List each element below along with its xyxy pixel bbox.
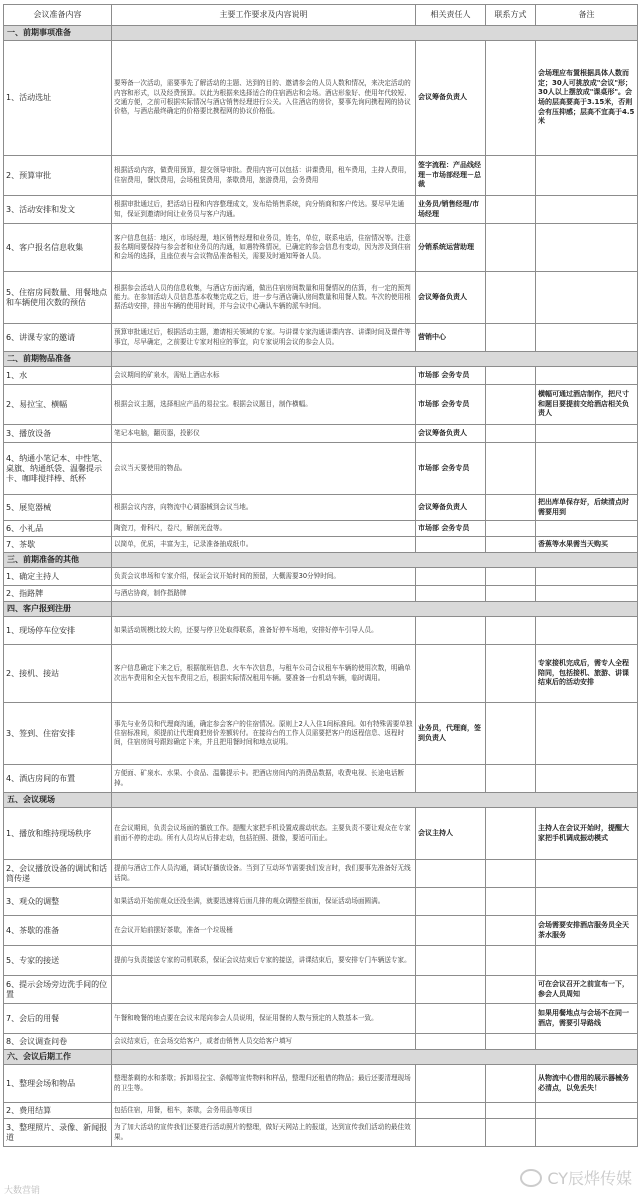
cell-description: 在会议开始前摆好茶歇，准备一个垃圾桶 — [112, 916, 416, 946]
cell-contact — [486, 1103, 536, 1119]
cell-description: 陶瓷刀，骨科尺，卷尺，解剖光盘等。 — [112, 521, 416, 537]
table-row — [4, 425, 638, 443]
cell-description: 如果活动规模比较大的，还要与停卫处取得联系，准备好停车场地，安排好停车引导人员。 — [112, 617, 416, 645]
cell-item: 1、活动选址 — [4, 41, 112, 156]
table-row — [4, 946, 638, 976]
cell-description: 会议期间的矿泉水，需贴上酒店水标 — [112, 367, 416, 385]
cell-note: 主持人在会议开始时，提醒大家把手机调成振动模式 — [536, 808, 638, 860]
cell-note — [536, 617, 638, 645]
cell-responsible: 市场部 会务专员 — [416, 443, 486, 495]
table-row — [4, 860, 638, 888]
cell-note: 把出库单保存好，后续清点时需要用到 — [536, 495, 638, 521]
table-row — [4, 586, 638, 602]
cell-description: 根据活动内容，做费用预算，提交领导审批。费用内容可以包括：讲课费用，租车费用，主持人费用，住宿费用，餐饮费用，会场租赁费用，茶歇费用，旅游费用，会务费用 — [112, 156, 416, 196]
cell-item: 3、签到、住宿安排 — [4, 703, 112, 765]
cell-note — [536, 1034, 638, 1050]
section-title: 二、前期物品准备 — [4, 352, 112, 367]
cell-responsible: 业务员，代理商，签到负责人 — [416, 703, 486, 765]
cell-item: 5、住宿房间数量、用餐地点和车辆使用次数的预估 — [4, 272, 112, 324]
cell-description: 在会议期间，负责会议场面的播放工作。提醒大家把手机设置成震动状态。主要负责不要让观众在专家前面不停的走动。所有人员均从后排走动，包括拍照、摄像，要适可而止。 — [112, 808, 416, 860]
cell-note — [536, 324, 638, 352]
header-contact: 联系方式 — [486, 5, 536, 26]
cell-description: 预算审批通过后，根据活动主题，邀请相关领域的专家。与讲课专家沟通讲课内容、讲课时间及课件等事宜，尽早确定，之前要让专家对相应的事宜，向专家说明会议的参会人员。 — [112, 324, 416, 352]
section-blank — [112, 553, 638, 568]
section-title: 一、前期事项准备 — [4, 26, 112, 41]
cell-note: 香蕉等水果需当天购买 — [536, 537, 638, 553]
section-blank — [112, 793, 638, 808]
cell-contact — [486, 916, 536, 946]
cell-description: 整理茶剩的水和茶歇；拆卸易拉宝、条幅等宣传物料和样品，整理归还租借的物品；最后还要清理现场的卫生等。 — [112, 1065, 416, 1103]
cell-item: 1、确定主持人 — [4, 568, 112, 586]
cell-item: 1、播放和维持现场秩序 — [4, 808, 112, 860]
cell-note: 会场理应布置根据具体人数而定；30人可挑放成"会议"形；30人以上摆放成"课桌形"。会场的层高要高于3.15米，否则会有压抑感；层高不宜高于4.5米 — [536, 41, 638, 156]
table-row — [4, 1103, 638, 1119]
cell-contact — [486, 860, 536, 888]
section-title: 六、会议后期工作 — [4, 1050, 112, 1065]
cell-contact — [486, 946, 536, 976]
cell-contact — [486, 765, 536, 793]
table-row — [4, 916, 638, 946]
cell-item: 6、提示会场旁边洗手间的位置 — [4, 976, 112, 1004]
cell-item: 5、展览器械 — [4, 495, 112, 521]
cell-responsible: 会议筹备负责人 — [416, 41, 486, 156]
cell-contact — [486, 568, 536, 586]
cell-contact — [486, 272, 536, 324]
cell-note: 专家接机完成后，需专人全程陪同，包括接机、旅游、讲课结束后的活动安排 — [536, 645, 638, 703]
cell-responsible — [416, 537, 486, 553]
watermark-left: 大数营销 — [4, 1186, 41, 1196]
cell-description: 午餐和晚餐的地点要在会议末尾向参会人员说明，保证用餐的人数与预定的人数基本一致。 — [112, 1004, 416, 1034]
cell-note — [536, 703, 638, 765]
section-blank — [112, 26, 638, 41]
cell-item: 7、茶歇 — [4, 537, 112, 553]
cell-item: 6、讲课专家的邀请 — [4, 324, 112, 352]
cell-responsible — [416, 617, 486, 645]
cell-responsible: 会议筹备负责人 — [416, 272, 486, 324]
cell-item: 3、播放设备 — [4, 425, 112, 443]
cell-responsible: 会议筹备负责人 — [416, 495, 486, 521]
cell-description: 方便面、矿泉水、水果、小食品、温馨提示卡。把酒店房间内的消费品数据，收费电视、长途电话断掉。 — [112, 765, 416, 793]
cell-responsible: 会议主持人 — [416, 808, 486, 860]
cell-description: 提前与负责接送专家的司机联系，保证会议结束后专家的接送，讲课结束后，要安排专门车辆送专家。 — [112, 946, 416, 976]
table-row — [4, 976, 638, 1004]
cell-item: 5、专家的接送 — [4, 946, 112, 976]
cell-responsible — [416, 916, 486, 946]
table-row — [4, 41, 638, 156]
cell-contact — [486, 537, 536, 553]
header-note: 备注 — [536, 5, 638, 26]
cell-item: 4、酒店房间的布置 — [4, 765, 112, 793]
cell-description: 客户信息确定下来之后，根据航班信息、火车车次信息，与租车公司合议租车车辆的使用次数，明确单次出车费用和全天包车费用之后，根据实际情况租用车辆。要准备一台机动车辆，临时调用。 — [112, 645, 416, 703]
cell-note — [536, 196, 638, 224]
cell-contact — [486, 41, 536, 156]
table-row — [4, 1034, 638, 1050]
cell-responsible — [416, 1103, 486, 1119]
cell-contact — [486, 385, 536, 425]
cell-description: 与酒店协商，制作指路牌 — [112, 586, 416, 602]
cell-contact — [486, 196, 536, 224]
section-row — [4, 352, 638, 367]
cell-description: 根据审批通过后，把活动日程和内容整理成文，发布给销售系统，向分销商和客户传达。要尽早先通知，保证到邀请时间让业务员与客户沟通。 — [112, 196, 416, 224]
cell-contact — [486, 443, 536, 495]
cell-note — [536, 946, 638, 976]
watermark-right — [520, 1166, 632, 1189]
table-row — [4, 1065, 638, 1103]
cell-note — [536, 860, 638, 888]
cell-note — [536, 156, 638, 196]
cell-responsible — [416, 645, 486, 703]
cell-description: 根据会议内容，向物流中心调器械到会议当地。 — [112, 495, 416, 521]
table-row — [4, 443, 638, 495]
cell-note: 可在会议召开之前宣布一下，参会人员周知 — [536, 976, 638, 1004]
cell-description: 负责会议串场和专家介绍，保证会议开始时间的预留，大概需要30分钟时间。 — [112, 568, 416, 586]
cell-contact — [486, 1004, 536, 1034]
table-row — [4, 617, 638, 645]
cell-description: 如果活动开始前观众还没坐满，就要迅速将后面几排的观众调整至前面，保证活动场面圆满。 — [112, 888, 416, 916]
cell-item: 2、费用结算 — [4, 1103, 112, 1119]
cell-item: 4、客户报名信息收集 — [4, 224, 112, 272]
section-title: 四、客户报到注册 — [4, 602, 112, 617]
cell-responsible: 市场部 会务专员 — [416, 385, 486, 425]
cell-item: 6、小礼品 — [4, 521, 112, 537]
cell-note — [536, 521, 638, 537]
cell-responsible — [416, 765, 486, 793]
cell-item: 2、会议播放设备的调试和话筒传递 — [4, 860, 112, 888]
table-row — [4, 272, 638, 324]
cell-note: 横幅可通过酒店制作，把尺寸和题目要提前交给酒店相关负责人 — [536, 385, 638, 425]
cell-note: 会场需要安排酒店服务员全天茶水服务 — [536, 916, 638, 946]
table-row — [4, 385, 638, 425]
table-row — [4, 537, 638, 553]
cell-responsible: 签字流程：产品线经理－市场部经理－总裁 — [416, 156, 486, 196]
cell-item: 8、会议调查问卷 — [4, 1034, 112, 1050]
cell-responsible: 营销中心 — [416, 324, 486, 352]
cell-contact — [486, 1065, 536, 1103]
section-blank — [112, 602, 638, 617]
cell-description: 根据会议主题，选择相应产品的易拉宝。根据会议题目，制作横幅。 — [112, 385, 416, 425]
header-item: 会议准备内容 — [4, 5, 112, 26]
cell-item: 1、现场停车位安排 — [4, 617, 112, 645]
cell-item: 3、活动安排和发文 — [4, 196, 112, 224]
cell-responsible — [416, 946, 486, 976]
cell-note — [536, 425, 638, 443]
section-row — [4, 602, 638, 617]
cell-responsible — [416, 860, 486, 888]
cell-contact — [486, 224, 536, 272]
cell-description: 笔记本电脑，翻页器，投影仪 — [112, 425, 416, 443]
table-row — [4, 765, 638, 793]
cell-note — [536, 224, 638, 272]
watermark-right-text: CY辰烨传媒 — [547, 1169, 632, 1188]
table-row — [4, 645, 638, 703]
table-row — [4, 568, 638, 586]
cell-note — [536, 367, 638, 385]
cell-responsible: 市场部 会务专员 — [416, 367, 486, 385]
cell-responsible — [416, 1119, 486, 1147]
table-row — [4, 495, 638, 521]
cell-description — [112, 976, 416, 1004]
header-description: 主要工作要求及内容说明 — [112, 5, 416, 26]
cell-note: 如果用餐地点与会场不在同一酒店，需要引导路线 — [536, 1004, 638, 1034]
header-responsible: 相关责任人 — [416, 5, 486, 26]
cell-item: 3、整理照片、录像、新闻报道 — [4, 1119, 112, 1147]
cell-item: 1、水 — [4, 367, 112, 385]
cell-description: 会议结束后，在会场交给客户，或者由销售人员交给客户填写 — [112, 1034, 416, 1050]
table-row — [4, 367, 638, 385]
cell-item: 7、会后的用餐 — [4, 1004, 112, 1034]
cell-note — [536, 1119, 638, 1147]
cell-contact — [486, 495, 536, 521]
cell-contact — [486, 617, 536, 645]
section-title: 三、前期准备的其他 — [4, 553, 112, 568]
cell-responsible — [416, 1065, 486, 1103]
cell-responsible: 会议筹备负责人 — [416, 425, 486, 443]
wechat-icon — [520, 1169, 542, 1187]
cell-contact — [486, 645, 536, 703]
table-row — [4, 324, 638, 352]
cell-description: 会议当天要使用的物品。 — [112, 443, 416, 495]
cell-responsible — [416, 586, 486, 602]
cell-description: 事先与业务员和代理商沟通，确定参会客户的住宿情况。原则上2人入住1间标准间。如有特殊需要单独住宿标准间，须提前让代理商把房价差额转付。在接待台的工作人员需要把客户的返程信息、返程时间，住宿房间号跟踪确定下来，并且把用餐时间和地点说明。 — [112, 703, 416, 765]
cell-note — [536, 586, 638, 602]
section-row — [4, 553, 638, 568]
table-row — [4, 1119, 638, 1147]
section-blank — [112, 352, 638, 367]
meeting-preparation-table — [3, 4, 638, 1147]
cell-note: 从物流中心借用的展示器械务必清点，以免丢失！ — [536, 1065, 638, 1103]
cell-item: 2、指路牌 — [4, 586, 112, 602]
cell-note — [536, 443, 638, 495]
cell-contact — [486, 156, 536, 196]
cell-contact — [486, 586, 536, 602]
cell-item: 2、易拉宝、横幅 — [4, 385, 112, 425]
table-row — [4, 196, 638, 224]
table-row — [4, 224, 638, 272]
cell-note — [536, 765, 638, 793]
cell-contact — [486, 1034, 536, 1050]
cell-responsible — [416, 888, 486, 916]
cell-note — [536, 568, 638, 586]
section-title: 五、会议现场 — [4, 793, 112, 808]
cell-contact — [486, 703, 536, 765]
table-row — [4, 888, 638, 916]
cell-item: 4、纳通小笔记本、中性笔、桌旗、纳通纸袋、温馨提示卡、咖啡搅拌棒、纸杯 — [4, 443, 112, 495]
cell-responsible — [416, 568, 486, 586]
table-row — [4, 521, 638, 537]
section-row — [4, 793, 638, 808]
cell-contact — [486, 521, 536, 537]
cell-item: 4、茶歇的准备 — [4, 916, 112, 946]
cell-description: 提前与酒店工作人员沟通，调试好播放设备。当到了互动环节需要我们发言时，我们要事先准备好无线话筒。 — [112, 860, 416, 888]
cell-responsible — [416, 1034, 486, 1050]
cell-item: 2、预算审批 — [4, 156, 112, 196]
cell-description: 根据参会活动人员的信息收集，与酒店方面沟通，做出住宿房间数量和用餐情况的估算，有一定的预判能力。在参加活动人员信息基本收集完成之后，进一步与酒店确认房间数量和用餐人数。车次的使用根据活动安排，排出车辆的使用时间，并与会议中心确认车辆的派车时间。 — [112, 272, 416, 324]
table-row — [4, 703, 638, 765]
cell-responsible: 市场部 会务专员 — [416, 521, 486, 537]
cell-responsible: 分销系统运营助理 — [416, 224, 486, 272]
table-row — [4, 156, 638, 196]
cell-description: 要筹备一次活动，需要事先了解活动的主题、达到的目的、邀请参会的人员人数和情况，来决定活动的内容和形式，以及经费预算。以此为根据来选择适合的住宿酒店和会场。酒店形象好、使用年代较短、交通方便，之前可根据实际情况与酒店销售经理进行公关。入住酒店的房价，要事先询问携程网的协议价格，与酒店最终确定的价格要比携程网的协议价格低。 — [112, 41, 416, 156]
section-row — [4, 26, 638, 41]
cell-item: 1、整理会场和物品 — [4, 1065, 112, 1103]
cell-contact — [486, 976, 536, 1004]
cell-description: 客户信息包括：地区，市场经理，地区销售经理和业务员，姓名，单位，联系电话，住宿情况等。注意报名期间要保持与参会者和业务员的沟通，如遇特殊情况，已确定的参会信息有变动，因为涉及到住宿和会场的选择，且座位表与会议物品准备相关，需要及时通知筹备人员。 — [112, 224, 416, 272]
cell-description: 包括住宿，用餐，租车，茶歇，会务用品等项目 — [112, 1103, 416, 1119]
cell-item: 2、接机、接站 — [4, 645, 112, 703]
cell-contact — [486, 324, 536, 352]
table-row — [4, 808, 638, 860]
cell-item: 3、观众的调整 — [4, 888, 112, 916]
cell-contact — [486, 425, 536, 443]
section-row — [4, 1050, 638, 1065]
cell-responsible: 业务员/销售经理/市场经理 — [416, 196, 486, 224]
cell-description: 为了加大活动的宣传我们还要进行活动照片的整理，做好天网站上的报道，达到宣传我们活动的最佳效果。 — [112, 1119, 416, 1147]
cell-note — [536, 888, 638, 916]
cell-responsible — [416, 1004, 486, 1034]
cell-contact — [486, 367, 536, 385]
section-blank — [112, 1050, 638, 1065]
table-row — [4, 1004, 638, 1034]
cell-contact — [486, 888, 536, 916]
cell-contact — [486, 1119, 536, 1147]
cell-description: 以简单，优质，丰富为主，记录准备抽成纸巾。 — [112, 537, 416, 553]
cell-contact — [486, 808, 536, 860]
cell-note — [536, 272, 638, 324]
cell-responsible — [416, 976, 486, 1004]
cell-note — [536, 1103, 638, 1119]
table-header-row — [4, 5, 638, 26]
